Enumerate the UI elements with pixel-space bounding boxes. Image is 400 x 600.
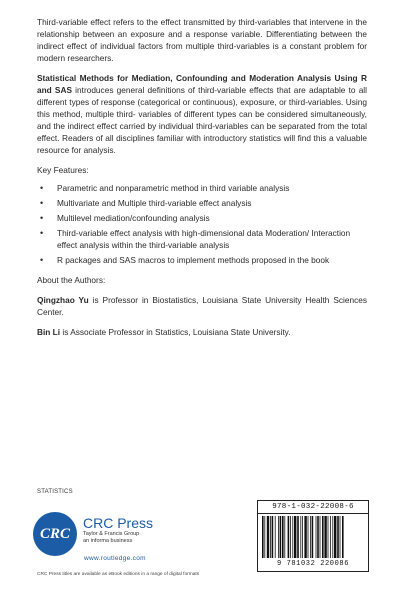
key-features-list [37,182,367,266]
key-feature-item: • Multivariate and Multiple third-variable effect analysis [37,197,367,209]
key-feature-item: • Multilevel mediation/confounding analysis [37,212,367,224]
category-label: STATISTICS [37,489,73,495]
isbn-top: 978-1-032-22008-6 [272,503,354,511]
key-feature-item: • Parametric and nonparametric method in third variable analysis [37,182,367,194]
ebook-footnote: CRC Press titles are available as eBook editions in a range of digital formats [37,572,200,577]
author-name: Bin Li [37,327,61,337]
authors-title: About the Authors: [37,275,106,285]
publisher-name: CRC Press [83,515,154,531]
book-title: Statistical Methods for Mediation, Confounding and Moderation Analysis Using R and SAS [37,73,367,95]
crc-logo-icon: CRC [33,512,77,556]
barcode-bars-icon [262,516,366,558]
intro-paragraph: Third-variable effect refers to the effect transmitted by third-variables that intervene in the relationship between an exposure and a response variable. Differentiating between the indirect effect of individual factors from multiple third-variables is a constant problem for modern researchers. [37,17,367,63]
barcode-divider [258,513,368,514]
publisher-text [83,516,153,545]
author-bio [37,326,367,338]
publisher-url: www.routledge.com [84,555,146,562]
key-feature-item: • R packages and SAS macros to implement methods proposed in the book [37,254,367,266]
publisher-group: Taylor & Francis Group [83,531,140,537]
author-name: Qingzhao Yu [37,295,89,305]
isbn-barcode [257,500,369,572]
key-feature-item: • Third-variable effect analysis with high-dimensional data Moderation/ Interaction effect analysis within the third-variable analysis [37,227,367,251]
author-bio-text: is Professor in Biostatistics, Louisiana State University Health Sciences Center. [37,295,368,317]
author-bio-text: is Associate Professor in Statistics, Louisiana State University. [60,327,291,337]
description-text: introduces general definitions of third-variable effects that are adaptable to all different types of response (categorical or continuous), exposure, or third-variables. Using this method, multiple third- variables of different types can be considered simultaneously, and the indirect effect carried by individual third-variables can be separated from the total effect. Readers of all disciplines familiar with introductory statistics will find this a valuable resource for analysis. [37,85,367,155]
publisher-logo [33,512,223,572]
key-features-title: Key Features: [37,165,89,175]
author-bio [37,294,367,318]
cover-text [37,16,367,346]
description-paragraph [37,72,367,156]
isbn-bottom: 9 781032 220086 [276,560,349,568]
publisher-tagline: an informa business [83,538,133,544]
